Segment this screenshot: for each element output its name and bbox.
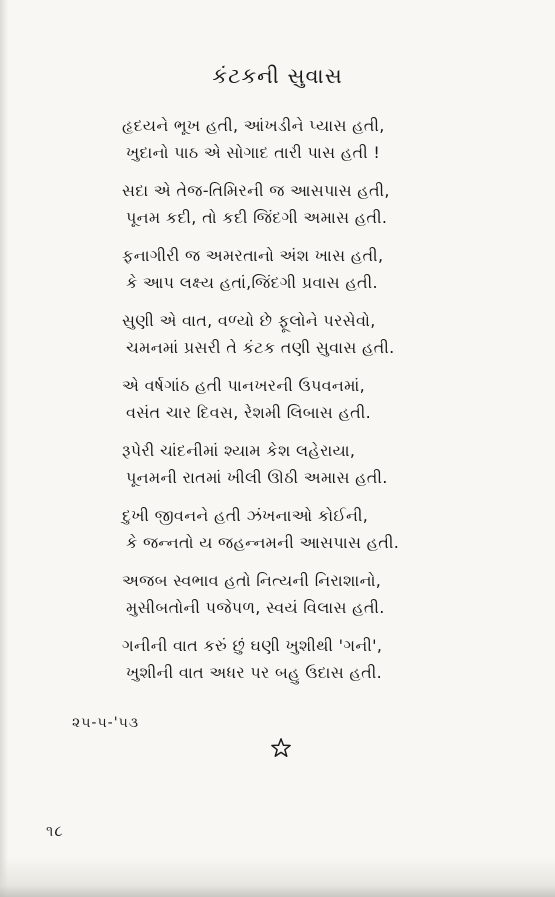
- poem-line: ખુદાનો પાઠ એ સોગાદ તારી પાસ હતી !: [126, 143, 381, 162]
- poem-line: ગનીની વાત કરું છું ઘણી ખુશીથી 'ગની',: [122, 636, 383, 655]
- poem-line: પૂનમની રાતમાં ખીલી ઊઠી અમાસ હતી.: [126, 468, 388, 487]
- stanza: [122, 502, 462, 556]
- poem-line: ખુશીની વાત અધર પર બહુ ઉદાસ હતી.: [126, 663, 382, 682]
- poem-date: ૨૫-૫-'૫૩: [72, 715, 140, 731]
- poem-line: દુખી જીવનને હતી ઝંખનાઓ કોઈની,: [122, 506, 369, 525]
- stanza: [122, 307, 462, 361]
- stanza: [122, 242, 462, 296]
- stanza: [122, 437, 462, 491]
- poem-line: કે આપ લક્ષ્ય હતાં,જિંદગી પ્રવાસ હતી.: [126, 273, 378, 292]
- poem-title: કંટકની સુવાસ: [212, 64, 343, 88]
- stanza: [122, 112, 462, 166]
- star-icon: [270, 737, 292, 759]
- poem-line: ચમનમાં પ્રસરી તે કંટક તણી સુવાસ હતી.: [126, 338, 395, 357]
- page-number: ૧૮: [46, 822, 64, 840]
- poem-line: વસંત ચાર દિવસ, રેશમી લિબાસ હતી.: [126, 403, 371, 422]
- poem-line: હૃદયને ભૂખ હતી, આંખડીને પ્યાસ હતી,: [122, 116, 385, 135]
- poem-line: એ વર્ષગાંઠ હતી પાનખરની ઉપવનમાં,: [122, 376, 366, 395]
- poem-line: રૂપેરી ચાંદનીમાં શ્યામ કેશ લહેરાયા,: [122, 441, 356, 460]
- poem-line: મુસીબતોની પજેપળ, સ્વયં વિલાસ હતી.: [126, 598, 385, 617]
- page-bottom-edge: [0, 857, 555, 897]
- stanza: [122, 372, 462, 426]
- stanza: [122, 177, 462, 231]
- poem-line: સુણી એ વાત, વળ્યો છે ફૂલોને પરસેવો,: [122, 311, 376, 330]
- poem-line: ફનાગીરી જ અમરતાનો અંશ ખાસ હતી,: [122, 246, 384, 265]
- poem-line: અજબ સ્વભાવ હતો નિત્યની નિરાશાનો,: [122, 571, 382, 590]
- stanza: [122, 567, 462, 621]
- poem-body: [122, 112, 462, 697]
- stanza: [122, 632, 462, 686]
- poem-line: પૂનમ કદી, તો કદી જિંદગી અમાસ હતી.: [126, 208, 388, 227]
- page-gutter-shadow: [0, 0, 8, 897]
- poem-line: સદા એ તેજ-તિમિરની જ આસપાસ હતી,: [122, 181, 390, 200]
- poem-line: કે જન્નતો ય જહન્નમની આસપાસ હતી.: [126, 533, 400, 552]
